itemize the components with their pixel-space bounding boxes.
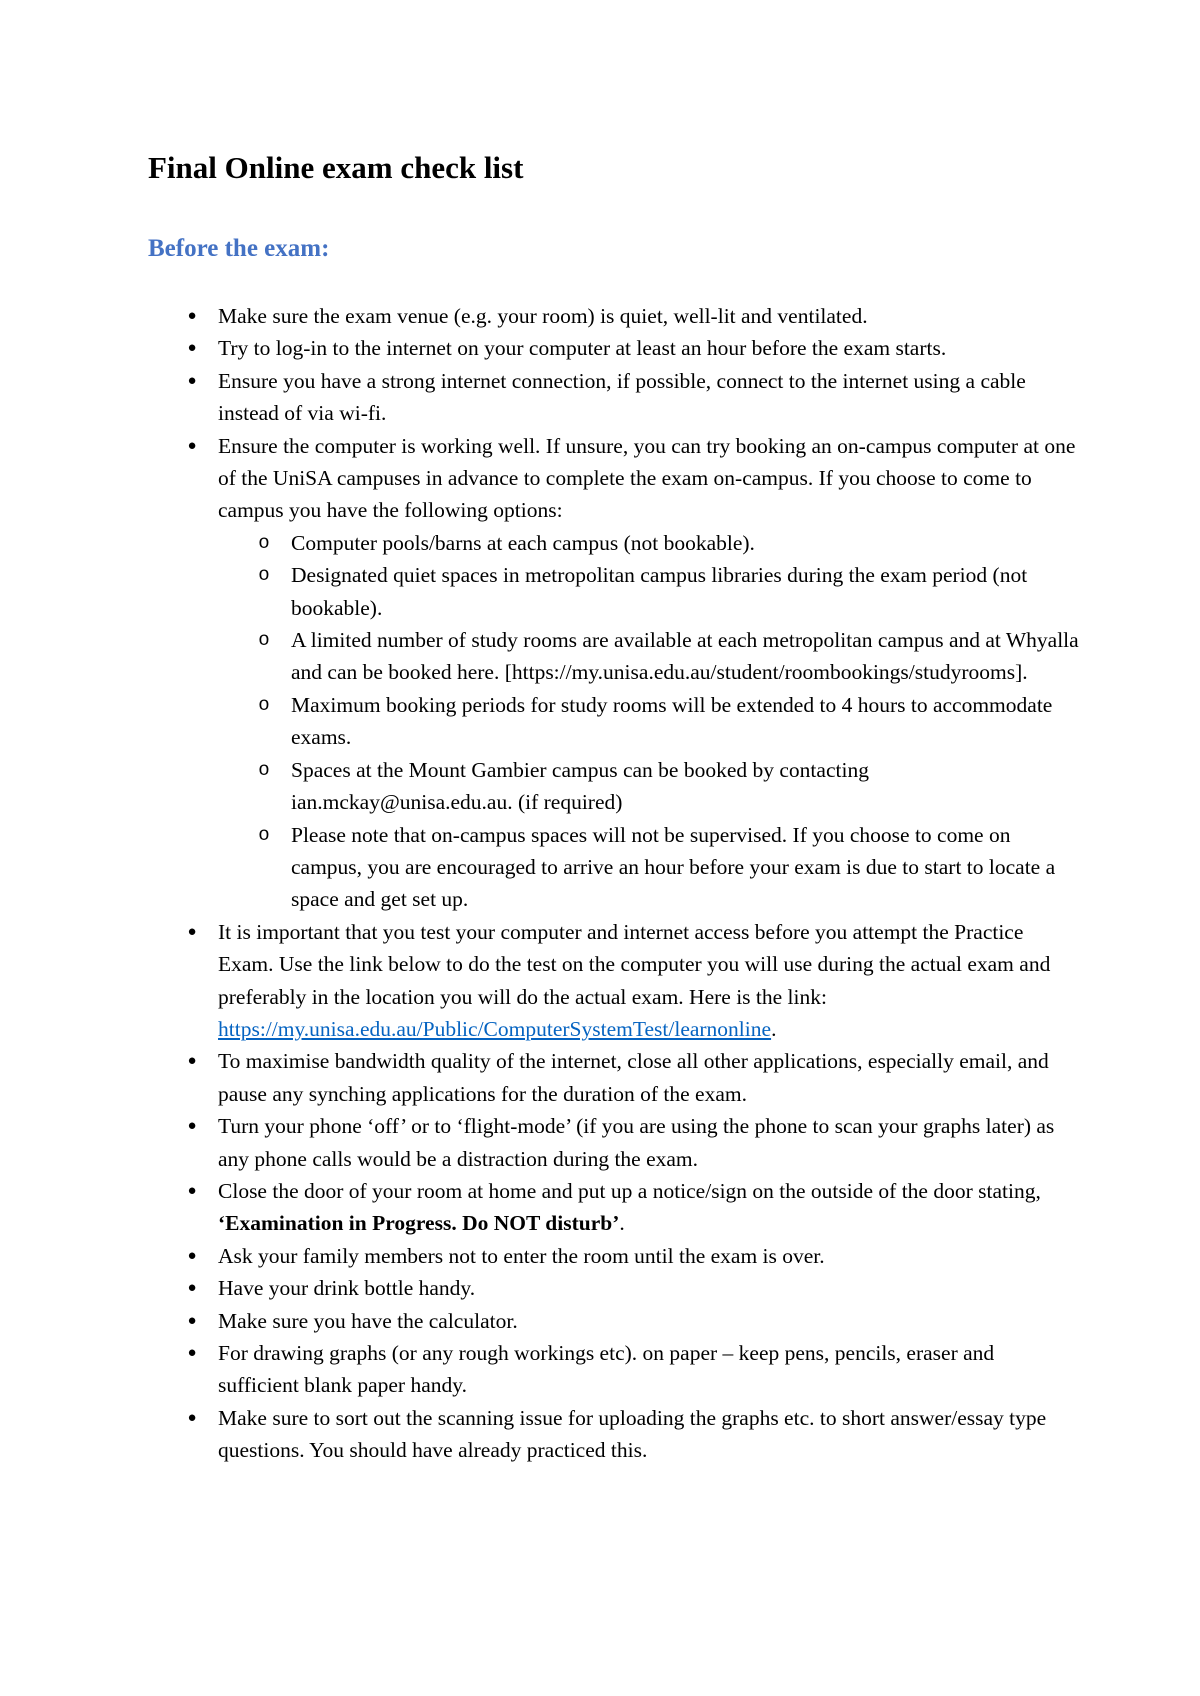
checklist-item-text: Make sure you have the calculator. <box>218 1308 518 1333</box>
checklist-item-text: . <box>619 1211 625 1236</box>
sub-bullet-icon: o <box>258 758 270 781</box>
do-not-disturb-notice: ‘Examination in Progress. Do NOT disturb’ <box>218 1211 620 1236</box>
bullet-icon: ● <box>187 1345 197 1361</box>
sub-list-item-text: Designated quiet spaces in metropolitan campus libraries during the exam period (not bookable). <box>291 563 1028 620</box>
sub-bullet-icon: o <box>258 564 270 587</box>
checklist-item-text: Make sure the exam venue (e.g. your room) is quiet, well-lit and ventilated. <box>218 304 868 328</box>
campus-options-list <box>218 527 1080 916</box>
checklist-item-text: Ensure you have a strong internet connection, if possible, connect to the internet using a cable instead of via wi-fi. <box>218 368 1026 426</box>
checklist-item <box>187 1175 1080 1240</box>
sub-list-item <box>258 624 1080 689</box>
checklist <box>187 300 1080 1467</box>
checklist-item <box>187 300 1080 332</box>
checklist-item <box>187 1402 1080 1467</box>
section-heading-before-exam: Before the exam: <box>148 235 330 262</box>
bullet-icon: ● <box>187 308 197 324</box>
bullet-icon: ● <box>187 1182 197 1199</box>
checklist-item-text: For drawing graphs (or any rough workings etc). on paper – keep pens, pencils, eraser and sufficient blank paper handy. <box>218 1341 995 1398</box>
checklist-item <box>187 332 1080 364</box>
checklist-item <box>187 1240 1080 1272</box>
checklist-item-text: It is important that you test your computer and internet access before you attempt the Practice Exam. Use the link below to do the test on the computer you will use during the actual exam and preferably in the location you will do the actual exam. Here is the link: <box>218 919 1051 1009</box>
computer-system-test-link[interactable]: https://my.unisa.edu.au/Public/ComputerSystemTest/learnonline <box>218 1016 772 1041</box>
sub-list-item <box>258 819 1080 916</box>
document-title: Final Online exam check list <box>148 150 524 185</box>
sub-bullet-icon: o <box>258 693 270 716</box>
sub-bullet-icon: o <box>258 823 270 846</box>
checklist-item-text: Make sure to sort out the scanning issue for uploading the graphs etc. to short answer/essay type questions. You should have already practiced this. <box>218 1405 1047 1463</box>
checklist-item <box>187 1045 1080 1110</box>
sub-bullet-icon: o <box>258 629 270 652</box>
checklist-item-text: . <box>771 1016 777 1041</box>
bullet-icon: ● <box>187 923 197 940</box>
bullet-icon: ● <box>187 1247 197 1264</box>
bullet-icon: ● <box>187 1312 197 1329</box>
sub-list-item-text: Spaces at the Mount Gambier campus can be booked by contacting ian.mckay@unisa.edu.au. (if required) <box>291 757 869 815</box>
checklist-item-text: Turn your phone ‘off’ or to ‘flight-mode’ (if you are using the phone to scan your graphs later) as any phone calls would be a distraction during the exam. <box>218 1114 1055 1171</box>
sub-list-item <box>258 689 1080 754</box>
bullet-icon: ● <box>187 1409 197 1426</box>
sub-list-item-text: Computer pools/barns at each campus (not bookable). <box>291 530 755 555</box>
checklist-item <box>187 1272 1080 1304</box>
checklist-item-text: Ensure the computer is working well. If unsure, you can try booking an on-campus computer at one of the UniSA campuses in advance to complete the exam on-campus. If you choose to come to campus you have the following options: <box>218 433 1076 523</box>
checklist-item-text: Have your drink bottle handy. <box>218 1276 476 1301</box>
checklist-item <box>187 430 1080 916</box>
checklist-item <box>187 365 1080 430</box>
bullet-icon: ● <box>187 372 197 389</box>
bullet-icon: ● <box>187 1053 197 1070</box>
sub-list-item <box>258 527 1080 559</box>
checklist-item-text: Ask your family members not to enter the room until the exam is over. <box>218 1243 825 1268</box>
checklist-item <box>187 916 1080 1046</box>
sub-list-item-text: Please note that on-campus spaces will not be supervised. If you choose to come on campus, you are encouraged to arrive an hour before your exam is due to start to locate a space and get set up. <box>291 822 1056 912</box>
bullet-icon: ● <box>187 1280 197 1297</box>
bullet-icon: ● <box>187 340 197 357</box>
checklist-item <box>187 1110 1080 1175</box>
checklist-item-text: To maximise bandwidth quality of the internet, close all other applications, especially email, and pause any synching applications for the duration of the exam. <box>218 1049 1049 1106</box>
sub-list-item <box>258 559 1080 624</box>
sub-list-item <box>258 754 1080 819</box>
bullet-icon: ● <box>187 1118 197 1135</box>
bullet-icon: ● <box>187 437 197 454</box>
sub-bullet-icon: o <box>258 531 270 554</box>
checklist-item-text: Try to log-in to the internet on your computer at least an hour before the exam starts. <box>218 336 947 361</box>
sub-list-item-text: A limited number of study rooms are available at each metropolitan campus and at Whyalla and can be booked here. [https://my.unisa.edu.au/student/roombookings/studyrooms]. <box>291 628 1079 685</box>
checklist-item <box>187 1305 1080 1337</box>
checklist-item <box>187 1337 1080 1402</box>
sub-list-item-text: Maximum booking periods for study rooms will be extended to 4 hours to accommodate exams. <box>291 692 1053 750</box>
checklist-item-text: Close the door of your room at home and put up a notice/sign on the outside of the door stating, <box>218 1178 1041 1203</box>
